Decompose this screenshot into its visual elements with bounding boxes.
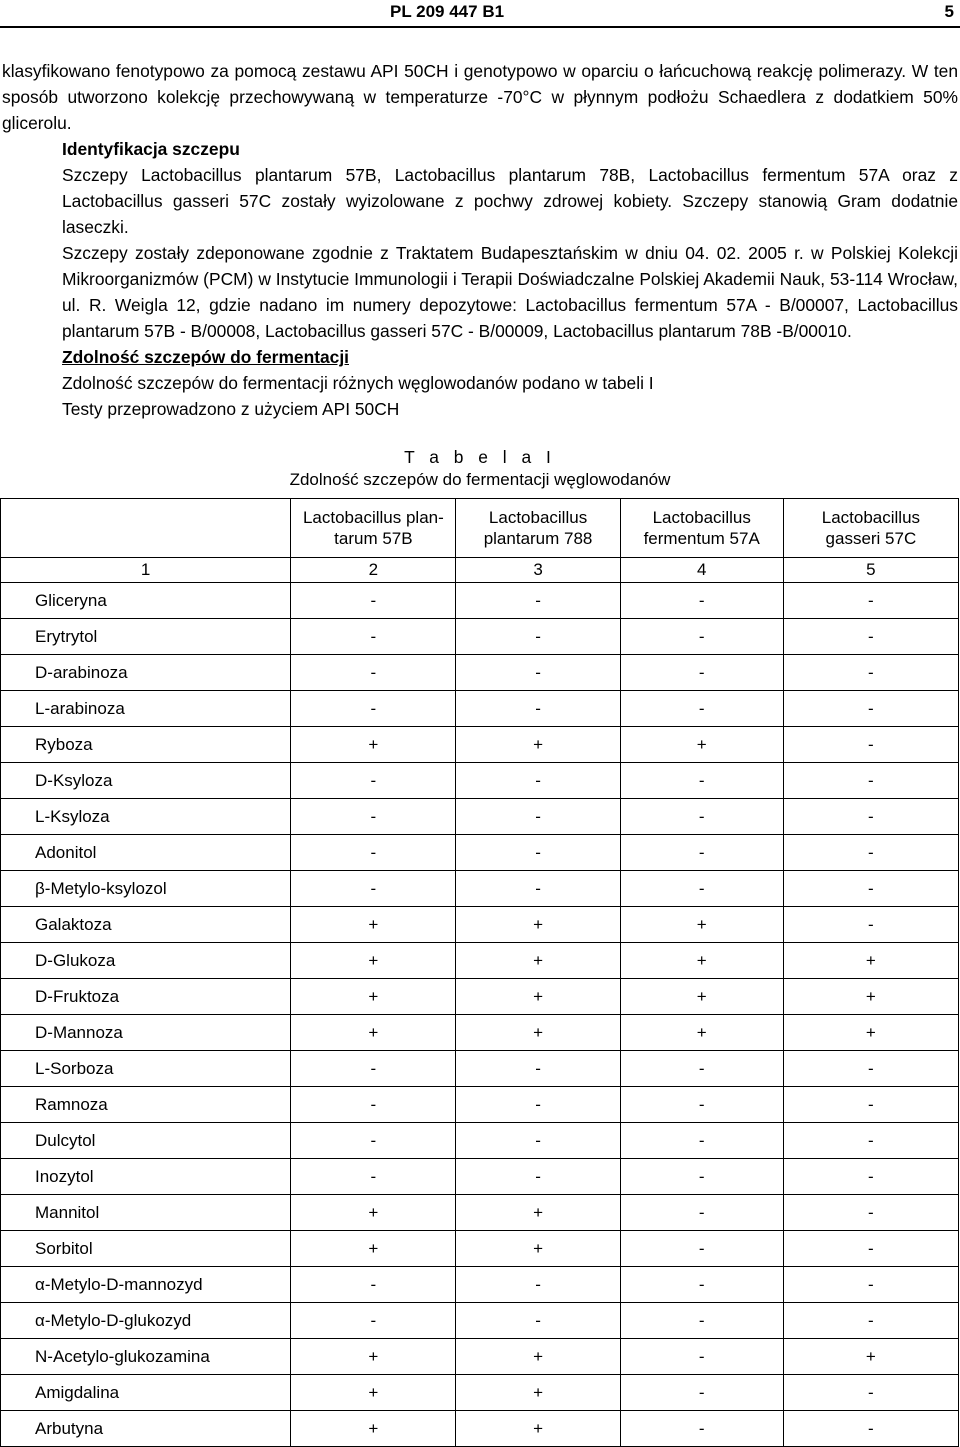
table-row	[1, 1051, 959, 1087]
fermentation-result-cell: -	[620, 1159, 783, 1195]
fermentation-result-cell: +	[620, 907, 783, 943]
column-number: 1	[1, 558, 291, 583]
fermentation-result-cell: -	[456, 835, 620, 871]
fermentation-result-cell: -	[620, 655, 783, 691]
fermentation-result-cell: -	[620, 1411, 783, 1447]
fermentation-result-cell: -	[620, 799, 783, 835]
fermentation-result-cell: +	[783, 979, 958, 1015]
carbohydrate-name-cell: N-Acetylo-glukozamina	[1, 1339, 291, 1375]
fermentation-result-cell: -	[783, 1123, 958, 1159]
table-row	[1, 979, 959, 1015]
fermentation-result-cell: -	[783, 763, 958, 799]
table-row	[1, 1231, 959, 1267]
carbohydrate-name-cell: Arbutyna	[1, 1411, 291, 1447]
fermentation-result-cell: -	[620, 583, 783, 619]
fermentation-result-cell: -	[783, 1159, 958, 1195]
fermentation-result-cell: -	[456, 1051, 620, 1087]
fermentation-result-cell: +	[456, 1231, 620, 1267]
fermentation-result-cell: -	[620, 1339, 783, 1375]
fermentation-result-cell: -	[291, 763, 456, 799]
fermentation-result-cell: -	[620, 763, 783, 799]
paragraph-continuation: klasyfikowano fenotypowo za pomocą zestawu API 50CH i genotypowo w oparciu o łańcuchową reakcję polimerazy. W ten sposób utworzono kolekcję przechowywaną w temperaturze -70°C w płynnym podłożu Schaedlera z dodatkiem 50% glicerolu.	[2, 61, 958, 133]
fermentation-result-cell: -	[620, 1195, 783, 1231]
fermentation-result-cell: -	[783, 1087, 958, 1123]
header-cell-gasseri-57c: Lactobacillus gasseri 57C	[783, 499, 958, 558]
fermentation-result-cell: +	[620, 979, 783, 1015]
document-number: PL 209 447 B1	[390, 2, 505, 21]
fermentation-result-cell: -	[456, 763, 620, 799]
table-row	[1, 1087, 959, 1123]
table-row	[1, 1339, 959, 1375]
fermentation-result-cell: -	[620, 619, 783, 655]
table-row	[1, 763, 959, 799]
fermentation-result-cell: -	[291, 1123, 456, 1159]
fermentation-result-cell: -	[456, 619, 620, 655]
carbohydrate-name-cell: Ramnoza	[1, 1087, 291, 1123]
fermentation-result-cell: -	[783, 799, 958, 835]
table-row	[1, 1123, 959, 1159]
fermentation-result-cell: +	[291, 1375, 456, 1411]
fermentation-result-cell: +	[456, 907, 620, 943]
body-text	[2, 58, 958, 422]
fermentation-result-cell: -	[456, 1303, 620, 1339]
fermentation-result-cell: -	[456, 1159, 620, 1195]
fermentation-result-cell: -	[620, 871, 783, 907]
paragraph-strains-isolated	[2, 162, 958, 240]
table-row	[1, 799, 959, 835]
carbohydrate-name-cell: D-arabinoza	[1, 655, 291, 691]
carbohydrate-name-cell: Mannitol	[1, 1195, 291, 1231]
fermentation-result-cell: -	[620, 1303, 783, 1339]
carbohydrate-name-cell: Inozytol	[1, 1159, 291, 1195]
carbohydrate-name-cell: D-Fruktoza	[1, 979, 291, 1015]
table-row	[1, 1267, 959, 1303]
table-row	[1, 943, 959, 979]
fermentation-result-cell: -	[620, 1267, 783, 1303]
fermentation-table	[0, 498, 959, 1447]
header-cell-plantarum-788: Lactobacillus plantarum 788	[456, 499, 620, 558]
fermentation-result-cell: +	[456, 1195, 620, 1231]
fermentation-result-cell: +	[620, 1015, 783, 1051]
fermentation-result-cell: -	[783, 1375, 958, 1411]
table-row	[1, 1375, 959, 1411]
fermentation-result-cell: -	[291, 655, 456, 691]
fermentation-result-cell: -	[456, 583, 620, 619]
fermentation-result-cell: -	[291, 835, 456, 871]
fermentation-result-cell: -	[620, 835, 783, 871]
carbohydrate-name-cell: Gliceryna	[1, 583, 291, 619]
fermentation-result-cell: -	[456, 871, 620, 907]
table-row	[1, 1195, 959, 1231]
fermentation-result-cell: -	[456, 691, 620, 727]
column-number: 2	[291, 558, 456, 583]
paragraph-deposit	[2, 240, 958, 344]
fermentation-result-cell: +	[456, 943, 620, 979]
fermentation-result-cell: -	[620, 691, 783, 727]
fermentation-result-cell: -	[620, 1087, 783, 1123]
carbohydrate-name-cell: Amigdalina	[1, 1375, 291, 1411]
fermentation-result-cell: -	[620, 1123, 783, 1159]
fermentation-result-cell: -	[291, 1159, 456, 1195]
fermentation-result-cell: -	[783, 619, 958, 655]
table-row	[1, 655, 959, 691]
fermentation-result-cell: +	[783, 1339, 958, 1375]
fermentation-result-cell: -	[291, 583, 456, 619]
fermentation-result-cell: +	[291, 943, 456, 979]
fermentation-result-cell: -	[291, 1303, 456, 1339]
table-row	[1, 691, 959, 727]
carbohydrate-name-cell: D-Glukoza	[1, 943, 291, 979]
header-cell-plantarum-57b: Lactobacillus plan- tarum 57B	[291, 499, 456, 558]
fermentation-result-cell: -	[291, 1087, 456, 1123]
table-row	[1, 727, 959, 763]
fermentation-result-cell: +	[456, 727, 620, 763]
fermentation-result-cell: +	[291, 1015, 456, 1051]
table-subtitle: Zdolność szczepów do fermentacji węglowodanów	[289, 470, 671, 489]
column-number: 5	[783, 558, 958, 583]
fermentation-result-cell: -	[783, 655, 958, 691]
paragraph-table-reference: Zdolność szczepów do fermentacji różnych węglowodanów podano w tabeli I	[62, 373, 654, 393]
column-number: 3	[456, 558, 620, 583]
header-cell-empty	[1, 499, 291, 558]
carbohydrate-name-cell: Dulcytol	[1, 1123, 291, 1159]
fermentation-result-cell: +	[291, 979, 456, 1015]
table-row	[1, 1411, 959, 1447]
fermentation-result-cell: -	[783, 1231, 958, 1267]
carbohydrate-name-cell: L-Sorboza	[1, 1051, 291, 1087]
fermentation-result-cell: -	[456, 655, 620, 691]
table-row	[1, 871, 959, 907]
fermentation-result-cell: +	[291, 1195, 456, 1231]
fermentation-result-cell: -	[620, 1231, 783, 1267]
fermentation-result-cell: -	[783, 1195, 958, 1231]
carbohydrate-name-cell: Galaktoza	[1, 907, 291, 943]
fermentation-result-cell: -	[783, 835, 958, 871]
fermentation-result-cell: -	[783, 871, 958, 907]
carbohydrate-name-cell: Erytrytol	[1, 619, 291, 655]
carbohydrate-name-cell: Ryboza	[1, 727, 291, 763]
fermentation-result-cell: -	[783, 907, 958, 943]
fermentation-result-cell: -	[783, 1411, 958, 1447]
fermentation-result-cell: -	[291, 619, 456, 655]
heading-strain-identification: Identyfikacja szczepu	[62, 139, 240, 159]
fermentation-result-cell: -	[620, 1375, 783, 1411]
fermentation-result-cell: +	[783, 943, 958, 979]
fermentation-result-cell: -	[783, 727, 958, 763]
table-row	[1, 619, 959, 655]
fermentation-result-cell: -	[456, 1267, 620, 1303]
table-header-row	[1, 499, 959, 558]
fermentation-result-cell: +	[456, 1339, 620, 1375]
fermentation-result-cell: +	[456, 979, 620, 1015]
table-row	[1, 835, 959, 871]
heading-fermentation-ability: Zdolność szczepów do fermentacji	[62, 347, 349, 367]
fermentation-result-cell: -	[783, 691, 958, 727]
table-row	[1, 907, 959, 943]
fermentation-result-cell: +	[783, 1015, 958, 1051]
carbohydrate-name-cell: D-Mannoza	[1, 1015, 291, 1051]
table-row	[1, 1015, 959, 1051]
carbohydrate-name-cell: L-arabinoza	[1, 691, 291, 727]
fermentation-result-cell: +	[291, 907, 456, 943]
carbohydrate-name-cell: Sorbitol	[1, 1231, 291, 1267]
paragraph-strains-isolated-text: Szczepy Lactobacillus plantarum 57B, Lactobacillus plantarum 78B, Lactobacillus fermentum 57A oraz z Lactobacillus gasseri 57C zostały wyizolowane z pochwy zdrowej kobiety. Szczepy stanowią Gram dodatnie laseczki.	[62, 165, 958, 237]
fermentation-result-cell: -	[291, 871, 456, 907]
page-header	[0, 0, 960, 24]
carbohydrate-name-cell: α-Metylo-D-mannozyd	[1, 1267, 291, 1303]
page-number: 5	[944, 2, 954, 21]
column-number: 4	[620, 558, 783, 583]
carbohydrate-name-cell: β-Metylo-ksylozol	[1, 871, 291, 907]
fermentation-result-cell: +	[620, 943, 783, 979]
fermentation-result-cell: +	[291, 1339, 456, 1375]
fermentation-result-cell: +	[456, 1411, 620, 1447]
fermentation-result-cell: -	[456, 1123, 620, 1159]
fermentation-result-cell: -	[291, 799, 456, 835]
fermentation-result-cell: -	[456, 799, 620, 835]
table-row	[1, 583, 959, 619]
fermentation-result-cell: -	[783, 583, 958, 619]
carbohydrate-name-cell: α-Metylo-D-glukozyd	[1, 1303, 291, 1339]
fermentation-result-cell: -	[291, 1051, 456, 1087]
paragraph-deposit-text: Szczepy zostały zdeponowane zgodnie z Traktatem Budapesztańskim w dniu 04. 02. 2005 r. w Polskiej Kolekcji Mikroorganizmów (PCM) w Instytucie Immunologii i Terapii Doświadczalne Polskiej Akademii Nauk, 53-114 Wrocław, ul. R. Weigla 12, gdzie nadano im numery depozytowe: Lactobacillus fermentum 57A - B/00007, Lactobacillus plantarum 57B - B/00008, Lactobacillus gasseri 57C - B/00009, Lactobacillus plantarum 78B -B/00010.	[62, 243, 958, 341]
fermentation-result-cell: -	[456, 1087, 620, 1123]
table-column-numbers-row	[1, 558, 959, 583]
carbohydrate-name-cell: L-Ksyloza	[1, 799, 291, 835]
header-rule	[0, 26, 960, 28]
fermentation-result-cell: +	[291, 727, 456, 763]
header-cell-fermentum-57a: Lactobacillus fermentum 57A	[620, 499, 783, 558]
fermentation-result-cell: -	[620, 1051, 783, 1087]
table-row	[1, 1303, 959, 1339]
fermentation-result-cell: -	[783, 1051, 958, 1087]
fermentation-result-cell: +	[456, 1375, 620, 1411]
fermentation-result-cell: -	[783, 1303, 958, 1339]
fermentation-result-cell: -	[291, 1267, 456, 1303]
carbohydrate-name-cell: D-Ksyloza	[1, 763, 291, 799]
fermentation-result-cell: +	[291, 1231, 456, 1267]
fermentation-result-cell: -	[783, 1267, 958, 1303]
table-row	[1, 1159, 959, 1195]
table-body	[1, 583, 959, 1447]
table-title: T a b e l a I	[404, 447, 556, 467]
carbohydrate-name-cell: Adonitol	[1, 835, 291, 871]
fermentation-result-cell: +	[456, 1015, 620, 1051]
fermentation-result-cell: +	[620, 727, 783, 763]
fermentation-result-cell: -	[291, 691, 456, 727]
fermentation-result-cell: +	[291, 1411, 456, 1447]
paragraph-api-tests: Testy przeprowadzono z użyciem API 50CH	[62, 399, 400, 419]
